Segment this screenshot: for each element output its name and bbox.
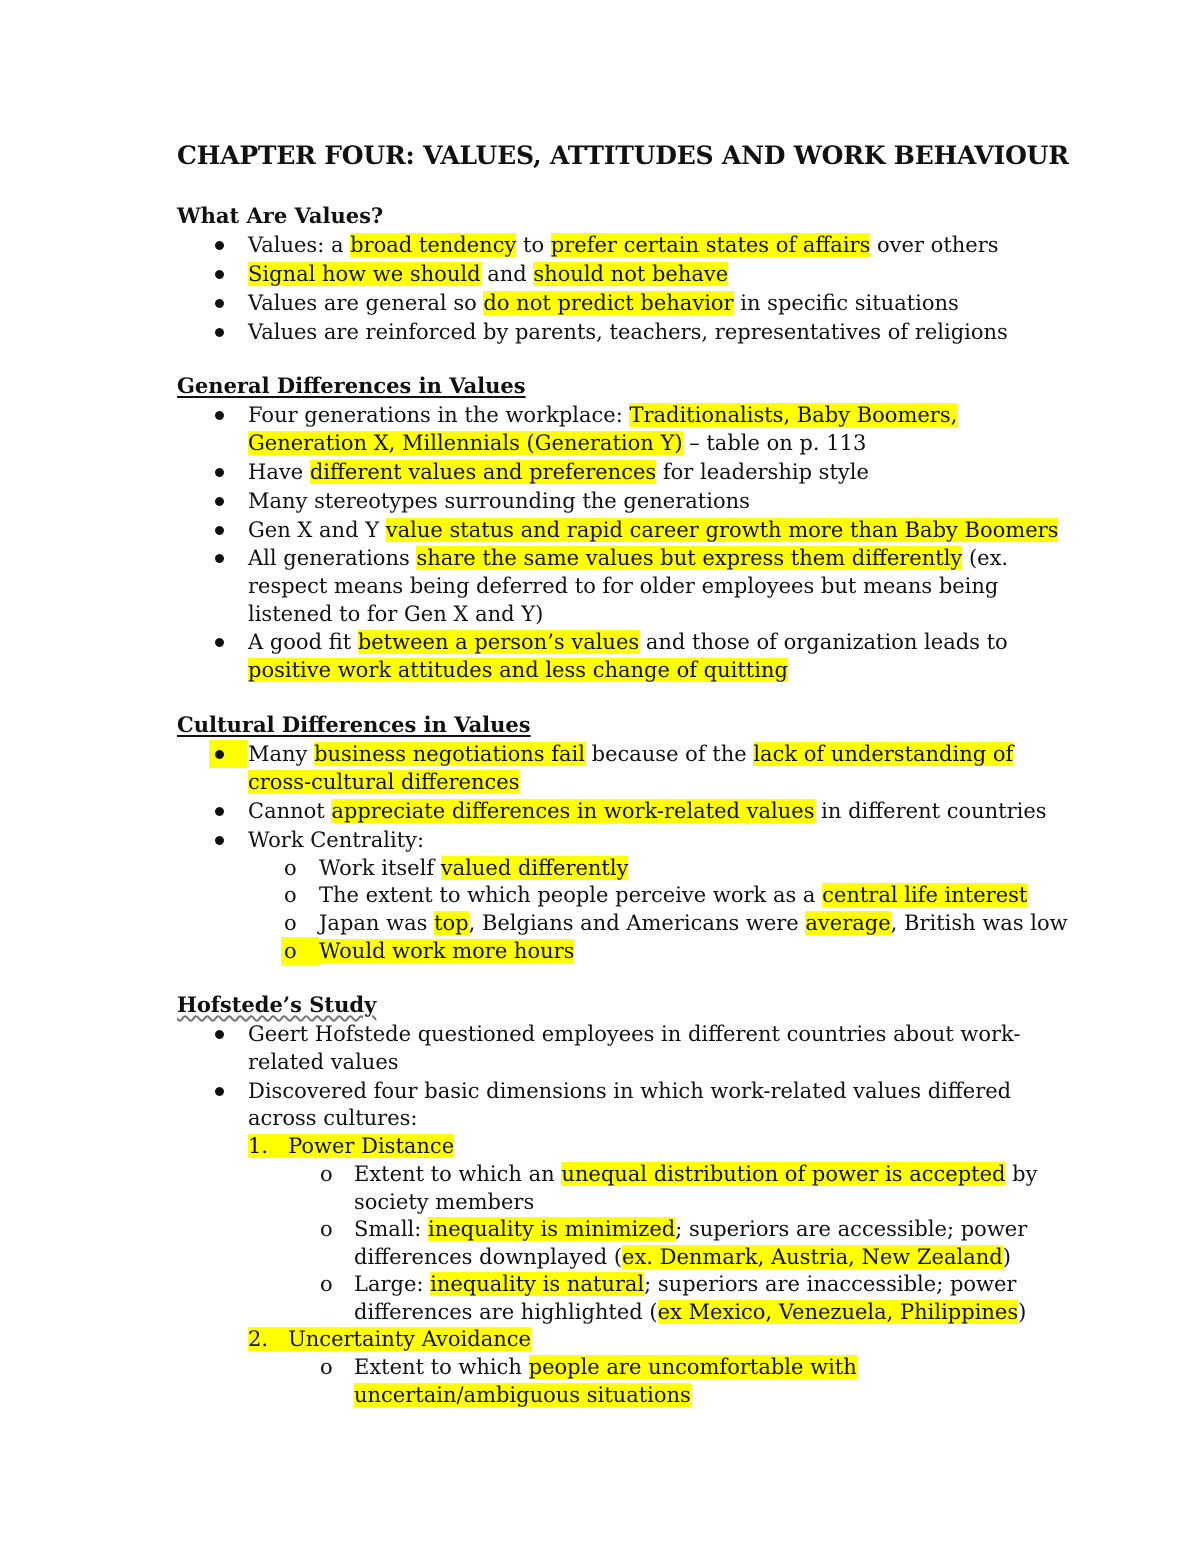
list-item: Signal how we should and should not behave: [248, 262, 729, 286]
list-item: Many stereotypes surrounding the generations: [248, 489, 750, 513]
list-item-continuation: listened to for Gen X and Y): [248, 602, 544, 626]
sub-list-item: The extent to which people perceive work as a central life interest: [319, 883, 1028, 907]
list-item: Gen X and Y value status and rapid career growth more than Baby Boomers: [248, 518, 1059, 542]
circle-bullet-icon: o: [284, 939, 297, 963]
list-item-continuation: Generation X, Millennials (Generation Y) – table on p. 113: [248, 431, 867, 455]
numbered-item-uncertainty-avoidance: 2. Uncertainty Avoidance: [248, 1327, 531, 1351]
bullet-icon: [212, 267, 226, 281]
sub-list-item-continuation: uncertain/ambiguous situations: [354, 1383, 691, 1407]
bullet-icon: [212, 804, 226, 818]
bullet-icon: [212, 833, 226, 847]
bullet-icon: [212, 635, 226, 649]
circle-bullet-icon: o: [320, 1355, 333, 1379]
circle-bullet-icon: o: [284, 911, 297, 935]
bullet-icon: [212, 551, 226, 565]
list-item: Have different values and preferences for leadership style: [248, 460, 869, 484]
section-heading-general-differences: General Differences in Values: [177, 373, 526, 398]
list-item: Values are reinforced by parents, teachers, representatives of religions: [248, 320, 1008, 344]
bullet-icon: [212, 238, 226, 252]
list-item: Values: a broad tendency to prefer certain states of affairs over others: [248, 233, 999, 257]
section-heading-hofstede: Hofstede’s Study: [177, 992, 377, 1017]
bullet-icon: [212, 408, 226, 422]
circle-bullet-icon: o: [284, 883, 297, 907]
list-item: Cannot appreciate differences in work-related values in different countries: [248, 799, 1047, 823]
sub-list-item: Extent to which people are uncomfortable with: [354, 1355, 857, 1379]
list-item-continuation: across cultures:: [248, 1106, 418, 1130]
list-item-continuation: respect means being deferred to for older employees but means being: [248, 574, 999, 598]
sub-list-item-continuation: society members: [354, 1190, 535, 1214]
bullet-icon: [212, 1084, 226, 1098]
circle-bullet-icon: o: [320, 1217, 333, 1241]
sub-list-item: Would work more hours: [319, 939, 575, 963]
sub-list-item: Work itself valued differently: [319, 856, 629, 880]
list-item-continuation: cross-cultural differences: [248, 770, 520, 794]
list-item: Values are general so do not predict behavior in specific situations: [248, 291, 959, 315]
circle-bullet-icon: o: [320, 1162, 333, 1186]
bullet-icon: [212, 523, 226, 537]
sub-list-item: Extent to which an unequal distribution of power is accepted by: [354, 1162, 1038, 1186]
list-item-continuation: positive work attitudes and less change of quitting: [248, 658, 788, 682]
circle-bullet-icon: o: [284, 856, 297, 880]
numbered-item-power-distance: 1. Power Distance: [248, 1134, 455, 1158]
bullet-icon: [212, 325, 226, 339]
sub-list-item: Japan was top, Belgians and Americans were average, British was low: [319, 911, 1068, 935]
sub-list-item-continuation: differences downplayed (ex. Denmark, Austria, New Zealand): [354, 1245, 1011, 1269]
bullet-icon: [212, 747, 226, 761]
list-item: A good fit between a person’s values and those of organization leads to: [248, 630, 1008, 654]
list-item: Geert Hofstede questioned employees in different countries about work-: [248, 1022, 1021, 1046]
sub-list-item: Large: inequality is natural; superiors are inaccessible; power: [354, 1272, 1017, 1296]
list-item-continuation: related values: [248, 1050, 399, 1074]
list-item: Discovered four basic dimensions in which work-related values differed: [248, 1079, 1012, 1103]
circle-bullet-icon: o: [320, 1272, 333, 1296]
list-item: Many business negotiations fail because of the lack of understanding of: [248, 742, 1014, 766]
list-item: Four generations in the workplace: Traditionalists, Baby Boomers,: [248, 403, 958, 427]
section-heading-cultural-differences: Cultural Differences in Values: [177, 712, 531, 737]
bullet-icon: [212, 296, 226, 310]
list-item: Work Centrality:: [248, 828, 425, 852]
bullet-icon: [212, 1027, 226, 1041]
list-item: All generations share the same values but express them differently (ex.: [248, 546, 1009, 570]
sub-list-item-continuation: differences are highlighted (ex Mexico, Venezuela, Philippines): [354, 1300, 1027, 1324]
chapter-title: CHAPTER FOUR: VALUES, ATTITUDES AND WORK BEHAVIOUR: [177, 141, 1069, 170]
sub-list-item: Small: inequality is minimized; superiors are accessible; power: [354, 1217, 1028, 1241]
bullet-icon: [212, 494, 226, 508]
section-heading-what-are-values: What Are Values?: [177, 203, 384, 228]
bullet-icon: [212, 465, 226, 479]
